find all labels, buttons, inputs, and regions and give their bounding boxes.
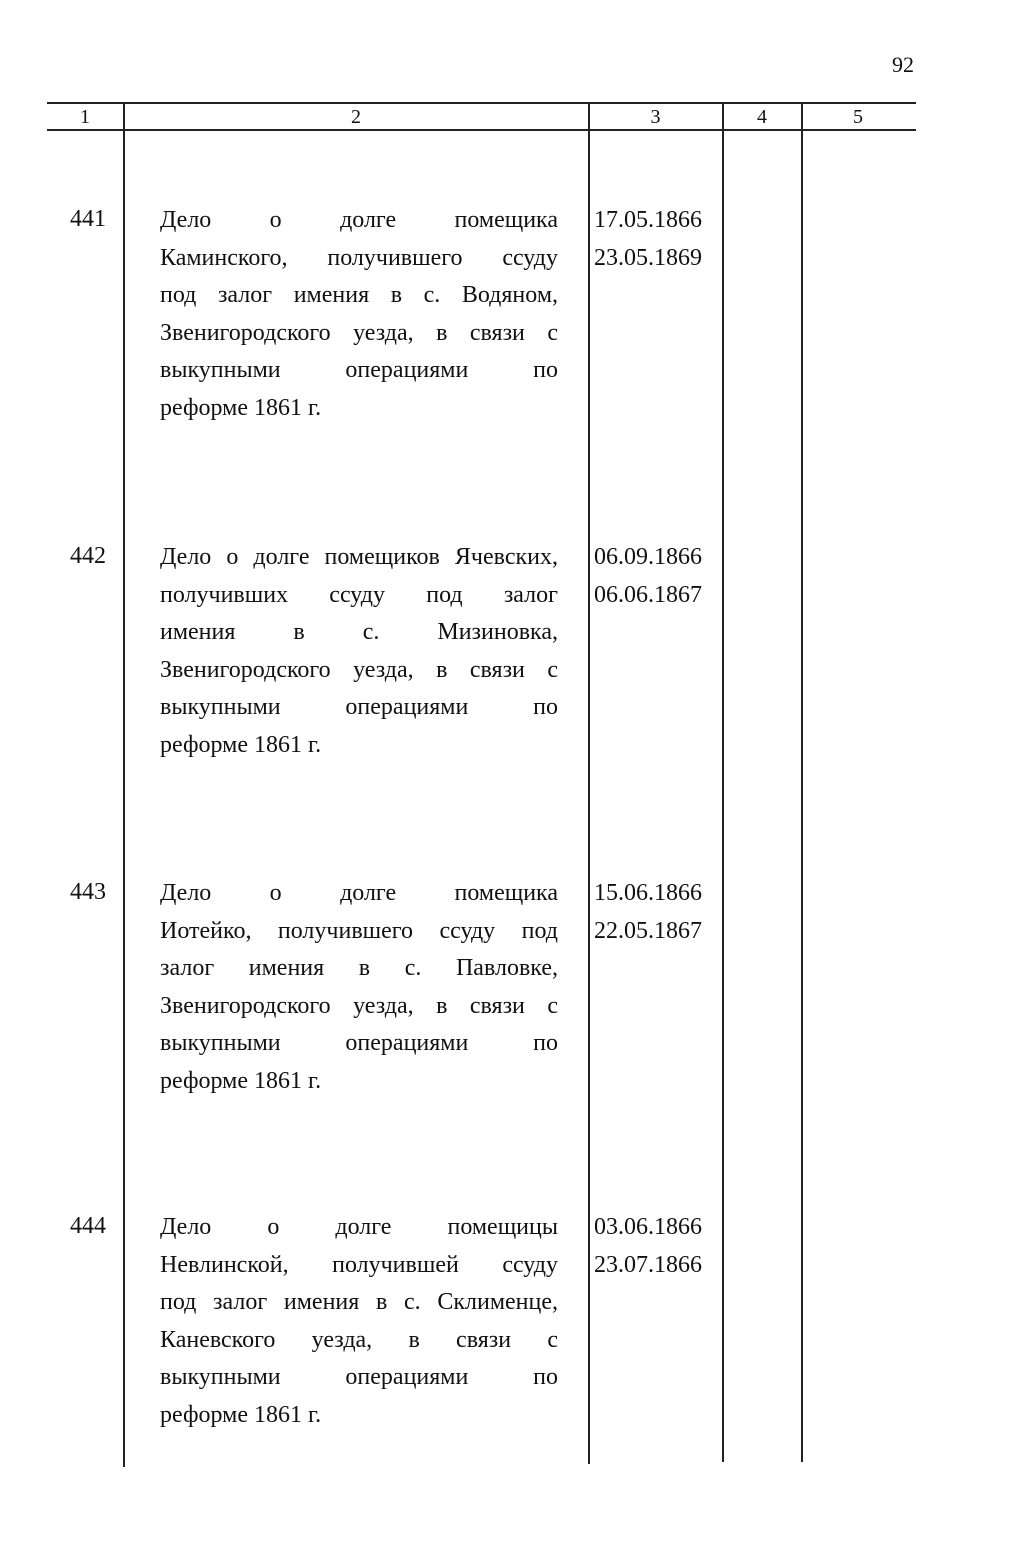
description-line: Каневского уезда, в связи с (160, 1326, 558, 1353)
entry-description (160, 875, 558, 1101)
column-divider (588, 102, 590, 1464)
description-line: под залог имения в с. Склименце, (160, 1289, 558, 1316)
description-line: выкупными операциями по (160, 357, 558, 384)
entry-description (160, 539, 558, 765)
column-header-5: 5 (853, 106, 863, 128)
entry-dates (594, 539, 702, 614)
description-line: получивших ссуду под залог (160, 581, 558, 608)
entry-description (160, 202, 558, 428)
description-line: Дело о долге помещика (160, 207, 558, 233)
date: 06.06.1867 (594, 581, 702, 608)
entry-description (160, 1209, 558, 1435)
description-line: выкупными операциями по (160, 1030, 558, 1057)
entry-number: 443 (70, 879, 106, 905)
header-bottom-rule (47, 129, 916, 131)
description-line: Дело о долге помещика (160, 880, 558, 906)
date: 03.06.1866 (594, 1214, 702, 1240)
column-divider (722, 102, 724, 1462)
description-line: под залог имения в с. Водяном, (160, 282, 558, 309)
entry-number: 444 (70, 1213, 106, 1239)
description-line: Звенигородского уезда, в связи с (160, 319, 558, 346)
date: 23.07.1866 (594, 1251, 702, 1278)
column-header-3: 3 (650, 106, 661, 128)
description-line: выкупными операциями по (160, 694, 558, 721)
description-line: реформе 1861 г. (160, 1067, 322, 1094)
description-line: Звенигородского уезда, в связи с (160, 656, 558, 683)
date: 23.05.1869 (594, 244, 702, 271)
description-line: Дело о долге помещицы (160, 1214, 558, 1240)
description-line: Звенигородского уезда, в связи с (160, 992, 558, 1019)
entry-dates (594, 1209, 702, 1284)
description-line: выкупными операциями по (160, 1364, 558, 1391)
entry-dates (594, 202, 702, 277)
description-line: Невлинской, получившей ссуду (160, 1251, 558, 1278)
description-line: залог имения в с. Павловке, (160, 955, 558, 982)
entry-dates (594, 875, 702, 950)
column-header-2: 2 (351, 106, 361, 128)
description-line: реформе 1861 г. (160, 731, 322, 758)
header-top-rule (47, 102, 916, 104)
column-divider (801, 102, 803, 1462)
page-number: 92 (892, 52, 914, 77)
column-divider (123, 102, 125, 1467)
entry-number: 442 (70, 543, 106, 569)
description-line: реформе 1861 г. (160, 1401, 322, 1428)
column-header-4: 4 (757, 106, 767, 128)
date: 15.06.1866 (594, 880, 702, 906)
date: 06.09.1866 (594, 544, 702, 570)
date: 17.05.1866 (594, 207, 702, 233)
description-line: Иотейко, получившего ссуду под (160, 917, 558, 944)
description-line: реформе 1861 г. (160, 394, 322, 421)
description-line: имения в с. Мизиновка, (160, 619, 558, 646)
description-line: Дело о долге помещиков Ячевских, (160, 544, 558, 570)
date: 22.05.1867 (594, 917, 702, 944)
column-header-1: 1 (80, 106, 90, 128)
entry-number: 441 (70, 206, 106, 232)
description-line: Каминского, получившего ссуду (160, 244, 558, 271)
